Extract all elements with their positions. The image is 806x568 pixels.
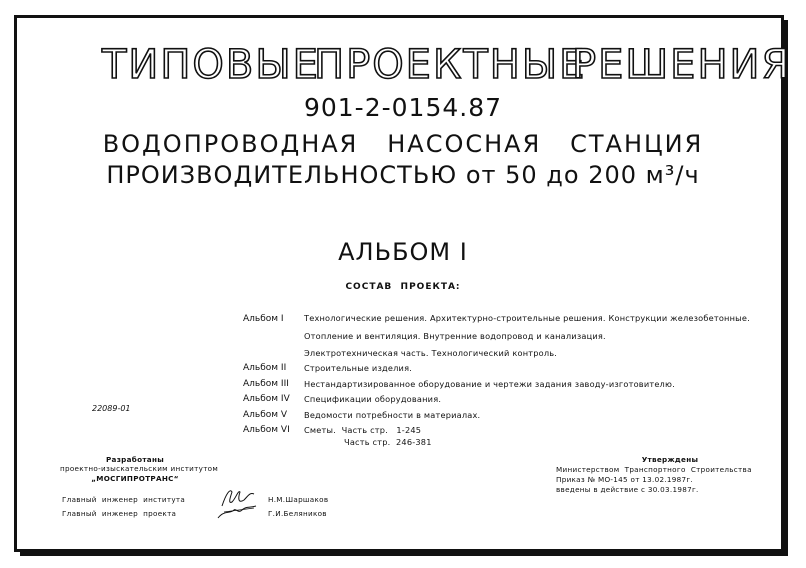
album-line: Строительные изделия. <box>304 363 412 373</box>
institute-name: „МОСГИПРОТРАНС“ <box>91 474 179 483</box>
title-word-2: ПРОЕКТНЫЕ <box>314 42 587 88</box>
album-label: Альбом I <box>243 314 284 324</box>
signatory-role: Главный инженер института <box>62 495 186 504</box>
signatory-name: Г.И.Беляников <box>268 509 327 518</box>
album-label: Альбом VI <box>243 425 290 435</box>
signature-graphic <box>210 484 265 520</box>
approved-heading: Утверждены <box>641 455 699 464</box>
approved-line: Приказ № МО-145 от 13.02.1987г. <box>556 475 694 484</box>
album-line: Часть стр. 246-381 <box>344 437 432 447</box>
composition-heading: СОСТАВ ПРОЕКТА: <box>345 282 461 292</box>
album-label: Альбом III <box>243 379 289 389</box>
album-label: Альбом II <box>243 363 287 373</box>
title-word-3: РЕШЕНИЯ <box>572 42 792 88</box>
album-line: Отопление и вентиляция. Внутренние водопровод и канализация. <box>304 331 606 341</box>
signatory-name: Н.М.Шаршаков <box>268 495 329 504</box>
signatory-role: Главный инженер проекта <box>62 509 177 518</box>
album-line: Электротехническая часть. Технологический контроль. <box>304 348 558 358</box>
frame-shadow-bottom <box>20 552 788 556</box>
album-line: Сметы. Часть стр. 1-245 <box>304 425 422 435</box>
heading-line-1: ВОДОПРОВОДНАЯ НАСОСНАЯ СТАНЦИЯ <box>102 130 704 158</box>
project-code: 901-2-0154.87 <box>303 93 503 122</box>
approved-line: Министерством Транспортного Строительства <box>556 465 752 474</box>
developed-line: проектно-изыскательским институтом <box>60 464 219 473</box>
inventory-number: 22089-01 <box>92 404 131 413</box>
heading-line-2: ПРОИЗВОДИТЕЛЬНОСТЬЮ от 50 до 200 м³/ч <box>106 161 700 189</box>
album-label: Альбом V <box>243 410 288 420</box>
album-line: Нестандартизированное оборудование и чертежи задания заводу-изготовителю. <box>304 379 675 389</box>
album-line: Спецификации оборудования. <box>304 394 442 404</box>
approved-line: введены в действие с 30.03.1987г. <box>556 485 699 494</box>
album-line: Ведомости потребности в материалах. <box>304 410 481 420</box>
title-word-1: ТИПОВЫЕ <box>102 42 320 88</box>
album-title: АЛЬБОМ I <box>338 238 468 266</box>
developed-heading: Разработаны <box>105 455 165 464</box>
album-line: Технологические решения. Архитектурно-строительные решения. Конструкции железобетонные. <box>304 313 750 323</box>
album-label: Альбом IV <box>243 394 290 404</box>
